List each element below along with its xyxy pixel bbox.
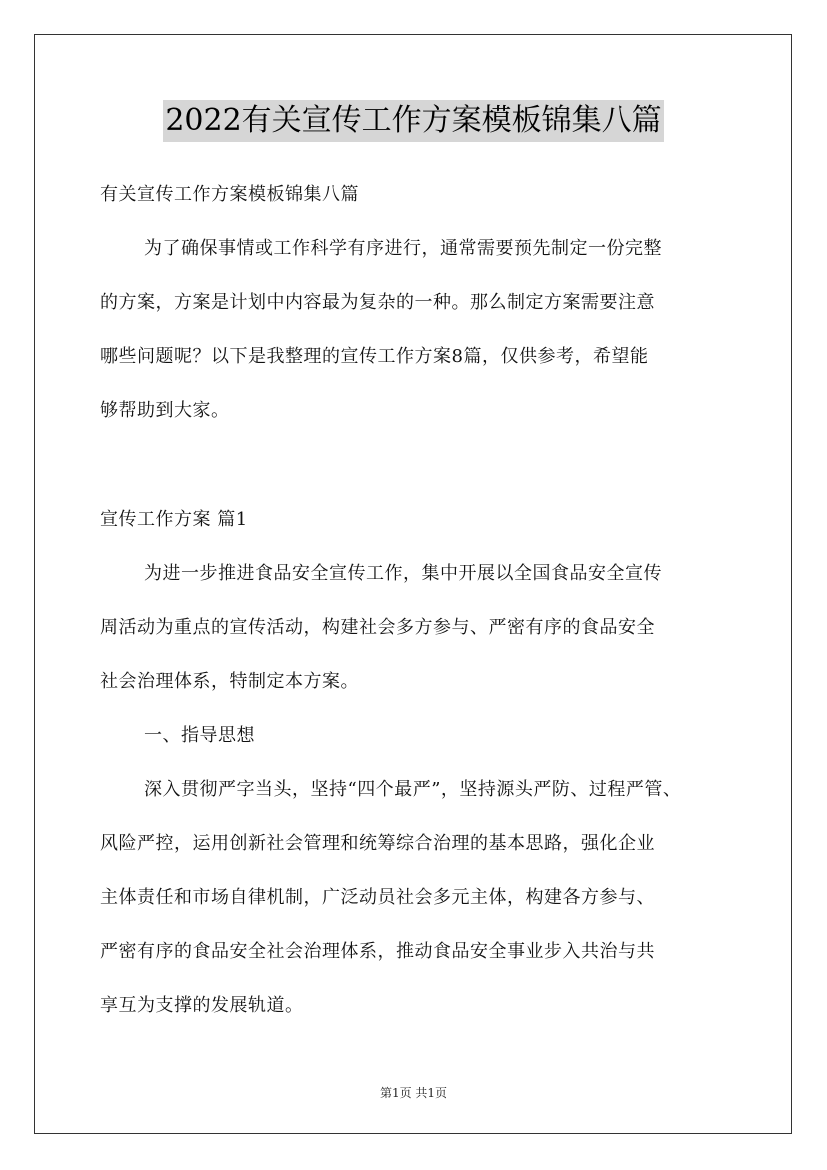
title-container — [0, 100, 827, 142]
page-footer: 第1页 共1页 — [379, 1086, 448, 1100]
guideline-line: 享互为支撑的发展轨道。 — [100, 995, 304, 1016]
document-subtitle: 有关宣传工作方案模板锦集八篇 — [100, 184, 359, 205]
guideline-line: 风险严控，运用创新社会管理和统筹综合治理的基本思路，强化企业 — [100, 833, 655, 854]
guideline-line: 严密有序的食品安全社会治理体系，推动食品安全事业步入共治与共 — [100, 941, 655, 962]
document-title: 2022有关宣传工作方案模板锦集八篇 — [163, 100, 663, 142]
section-heading: 宣传工作方案 篇1 — [100, 509, 248, 530]
section-line: 周活动为重点的宣传活动，构建社会多方参与、严密有序的食品安全 — [100, 617, 655, 638]
guideline-line: 深入贯彻严字当头，坚持“四个最严”，坚持源头严防、过程严管、 — [144, 779, 682, 800]
section-line: 为进一步推进食品安全宣传工作，集中开展以全国食品安全宣传 — [144, 563, 662, 584]
guideline-line: 主体责任和市场自律机制，广泛动员社会多元主体，构建各方参与、 — [100, 887, 655, 908]
section-line: 社会治理体系，特制定本方案。 — [100, 671, 359, 692]
sub-heading: 一、指导思想 — [144, 725, 255, 746]
intro-line: 为了确保事情或工作科学有序进行，通常需要预先制定一份完整 — [144, 238, 662, 259]
intro-line: 够帮助到大家。 — [100, 400, 230, 421]
intro-line: 哪些问题呢？以下是我整理的宣传工作方案8篇，仅供参考，希望能 — [100, 346, 649, 367]
intro-line: 的方案，方案是计划中内容最为复杂的一种。那么制定方案需要注意 — [100, 292, 655, 313]
